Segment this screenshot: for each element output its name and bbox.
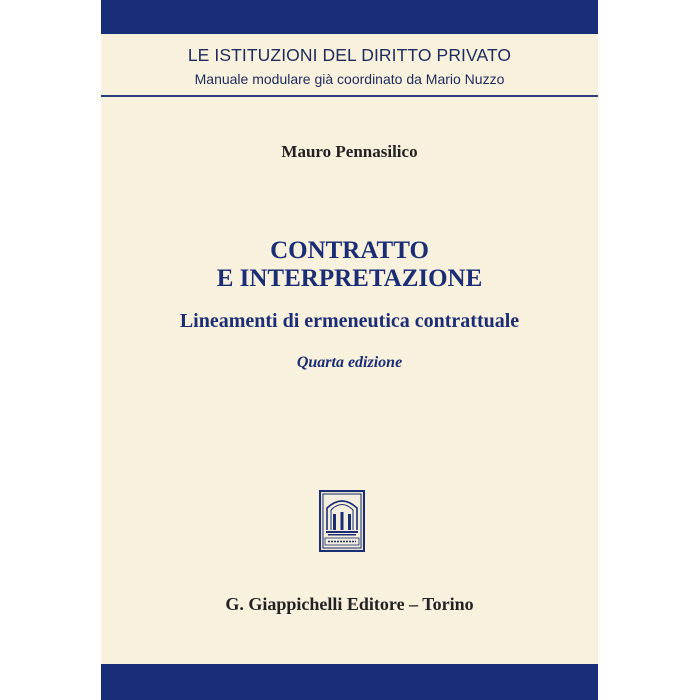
book-subtitle: Lineamenti di ermeneutica contrattuale <box>179 310 520 332</box>
series-subtitle: Manuale modulare già coordinato da Mario Nuzzo <box>194 71 505 87</box>
book-title-line-2: E INTERPRETAZIONE <box>216 265 483 292</box>
publisher-emblem-icon <box>319 490 365 552</box>
top-color-band <box>101 0 598 34</box>
book-cover <box>101 0 598 700</box>
book-title-line-1: CONTRATTO <box>270 237 429 264</box>
edition-label: Quarta edizione <box>296 354 403 371</box>
series-title: LE ISTITUZIONI DEL DIRITTO PRIVATO <box>187 45 512 65</box>
divider-rule <box>101 95 598 97</box>
publisher-name: G. Giappichelli Editore – Torino <box>225 594 474 614</box>
bottom-color-band <box>101 664 598 700</box>
author-name: Mauro Pennasilico <box>281 142 418 161</box>
